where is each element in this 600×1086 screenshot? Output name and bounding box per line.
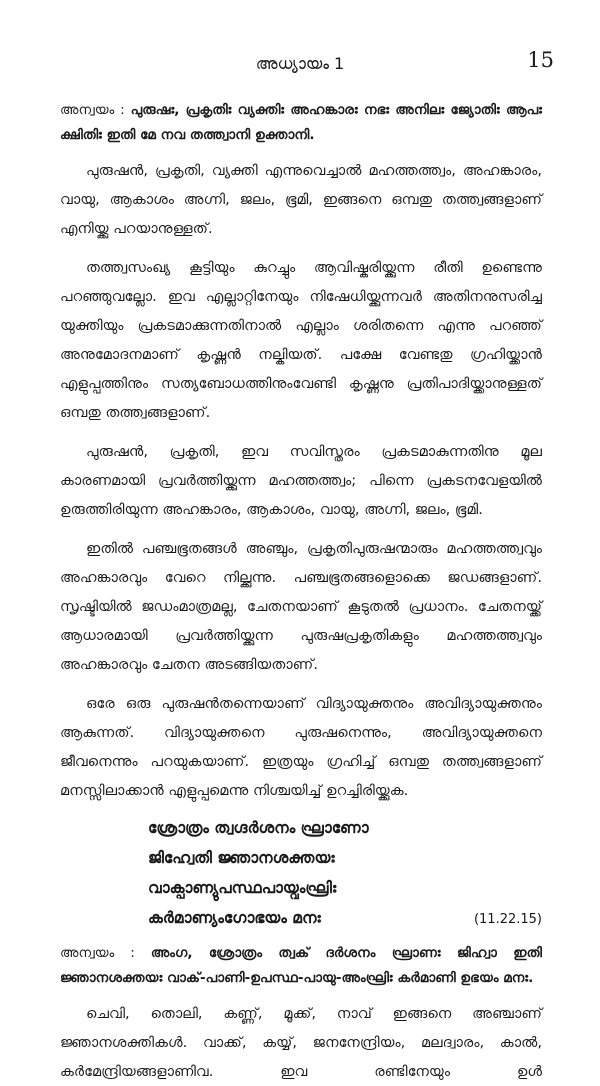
commentary-paragraph: ഒരേ ഒരു പുരുഷൻതന്നെയാണ് വിദ്യായുക്തനും അവിദ്യായുക്തനും ആകുന്നത്. വിദ്യായുക്തനെ പുരുഷനെന്നും, അവിദ്യായുക്തനെ ജീവനെന്നും പറയുകയാണ്. ഇത്രയും ഗ്രഹിച്ച് ഒമ്പതു തത്ത്വങ്ങളാണ് മനസ്സിലാക്കാൻ എളുപ്പമെന്നു നിശ്ചയിച്ച് ഉറച്ചിരിയ്ക്കുക. (60, 695, 542, 799)
page-number: 15 (527, 48, 554, 72)
verse-translation-2: ചെവി, തൊലി, കണ്ണ്, മൂക്ക്, നാവ് ഇങ്ങനെ അഞ്ചാണ് ജ്ഞാനശക്തികൾ. വാക്ക്, കയ്യ്, ജനനേന്ദ്രിയം, മലദ്വാരം, കാൽ, കർമേന്ദ്രിയങ്ങളാണിവ. ഇവ രണ്ടിനേയും ഉൾ (60, 1005, 542, 1080)
chapter-title: അധ്യായം 1 (255, 54, 345, 73)
anvayam-label: അന്വയം : (60, 945, 135, 961)
commentary-paragraph: പുരുഷൻ, പ്രകൃതി, ഇവ സവിസ്തരം പ്രകടമാകുന്നതിനു മൂല കാരണമായി പ്രവർത്തിയ്ക്കുന്ന മഹത്തത്ത്വം; പിന്നെ പ്രകടനവേളയിൽ ഉരുത്തിരിയുന്ന അഹങ്കാരം, ആകാശം, വായു, അഗ്നി, ജലം, ഭൂമി. (60, 443, 542, 518)
verse-line: കർമാണ്യംഗോഭയം മനഃ (148, 909, 321, 927)
verse-reference: (11.22.15) (473, 912, 542, 927)
verse-translation-1: പുരുഷൻ, പ്രകൃതി, വ്യക്തി എന്നുവെച്ചാൽ മഹത്തത്ത്വം, അഹങ്കാരം, വായു, ആകാശം അഗ്നി, ജലം, ഭൂമി, ഇങ്ങനെ ഒമ്പതു തത്ത്വങ്ങളാണ് എനിയ്ക്കു പറയാനുള്ളത്. (60, 162, 542, 237)
page-body (60, 90, 542, 1086)
verse-line: വാക്പാണ്യുപസ്ഥപായ്വംഘ്രിഃ (148, 879, 337, 897)
verse-line: ജിഹ്വേതി ജ്ഞാനശക്തയഃ (148, 849, 335, 867)
verse-line: ശ്രോത്രം ത്വഗ്ദർശനം ഘ്രാണോ (148, 819, 369, 837)
page-header (0, 48, 600, 80)
anvayam-label: അന്വയം : (60, 102, 125, 118)
anvayam-text: അംഗ, ശ്രോത്രം ത്വക് ദർശനം ഘ്രാണഃ ജിഹ്വാ ഇതി ജ്ഞാനശക്തയഃ വാക്-പാണി-ഉപസ്ഥ-പായു-അംഘ്രിഃ കർമാണി ഉഭയം മനഃ. (60, 945, 542, 986)
commentary-paragraph: തത്ത്വസംഖ്യ കൂട്ടിയും കുറച്ചും ആവിഷ്കരിയ്ക്കുന്ന രീതി ഉണ്ടെന്നു പറഞ്ഞുവല്ലോ. ഇവ എല്ലാറ്റിനേയും നിഷേധിയ്ക്കുന്നവർ അതിനനുസരിച്ച യുക്തിയും പ്രകടമാക്കുന്നതിനാൽ എല്ലാം ശരിതന്നെ എന്നു പറഞ്ഞ് അനുമോദനമാണ് കൃഷ്ണൻ നല്കിയത്. പക്ഷേ വേണ്ടതു ഗ്രഹിയ്ക്കാൻ എളുപ്പത്തിനും സത്യബോധത്തിനുംവേണ്ടി കൃഷ്ണനു പ്രതിപാദിയ്ക്കാനുള്ളത് ഒമ്പതു തത്ത്വങ്ങളാണ്. (60, 259, 542, 421)
commentary-paragraph: ഇതിൽ പഞ്ചഭൂതങ്ങൾ അഞ്ചും, പ്രകൃതിപുരുഷന്മാരും മഹത്തത്ത്വവും അഹങ്കാരവും വേറെ നില്ക്കുന്നു. പഞ്ചഭൂതങ്ങളൊക്കെ ജഡങ്ങളാണ്. സൃഷ്ടിയിൽ ജഡംമാത്രമല്ല, ചേതനയാണ് കൂടുതൽ പ്രധാനം. ചേതനയ്ക്ക് ആധാരമായി പ്രവർത്തിയ്ക്കുന്ന പുരുഷപ്രകൃതികളും മഹത്തത്ത്വവും അഹങ്കാരവും ചേതന അടങ്ങിയതാണ്. (60, 540, 542, 673)
anvayam-text: പുരുഷഃ, പ്രകൃതിഃ വ്യക്തിഃ അഹങ്കാരഃ നഭഃ അനിലഃ ജ്യോതിഃ ആപഃ ക്ഷിതിഃ ഇതി മേ നവ തത്ത്വാനി ഉക്താനി. (60, 102, 542, 143)
anvayam-block-1 (60, 98, 542, 148)
sanskrit-verse (60, 813, 542, 933)
anvayam-block-2 (60, 941, 542, 991)
